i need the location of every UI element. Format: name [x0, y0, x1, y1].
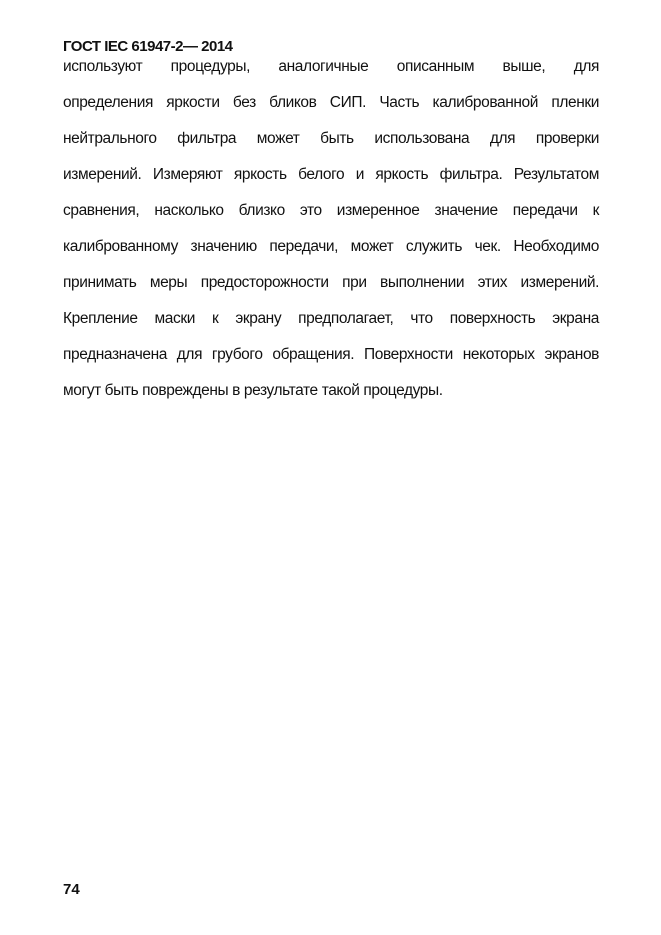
text-line: калиброванному значению передачи, может служить чек. Необходимо — [63, 238, 599, 255]
text-line: определения яркости без бликов СИП. Часть калиброванной пленки — [63, 94, 599, 111]
text-line: принимать меры предосторожности при выполнении этих измерений. — [63, 274, 599, 291]
text-line: используют процедуры, аналогичные описанным выше, для — [63, 58, 599, 75]
text-line: Крепление маски к экрану предполагает, что поверхность экрана — [63, 310, 599, 327]
document-header: ГОСТ IEC 61947-2— 2014 — [63, 38, 233, 55]
page-number: 74 — [63, 881, 80, 898]
text-line: измерений. Измеряют яркость белого и яркость фильтра. Результатом — [63, 166, 599, 183]
text-line: предназначена для грубого обращения. Поверхности некоторых экранов — [63, 346, 599, 363]
body-paragraph — [63, 55, 599, 415]
text-line: нейтрального фильтра может быть использована для проверки — [63, 130, 599, 147]
text-line: сравнения, насколько близко это измеренное значение передачи к — [63, 202, 599, 219]
text-line: могут быть повреждены в результате такой процедуры. — [63, 382, 443, 399]
